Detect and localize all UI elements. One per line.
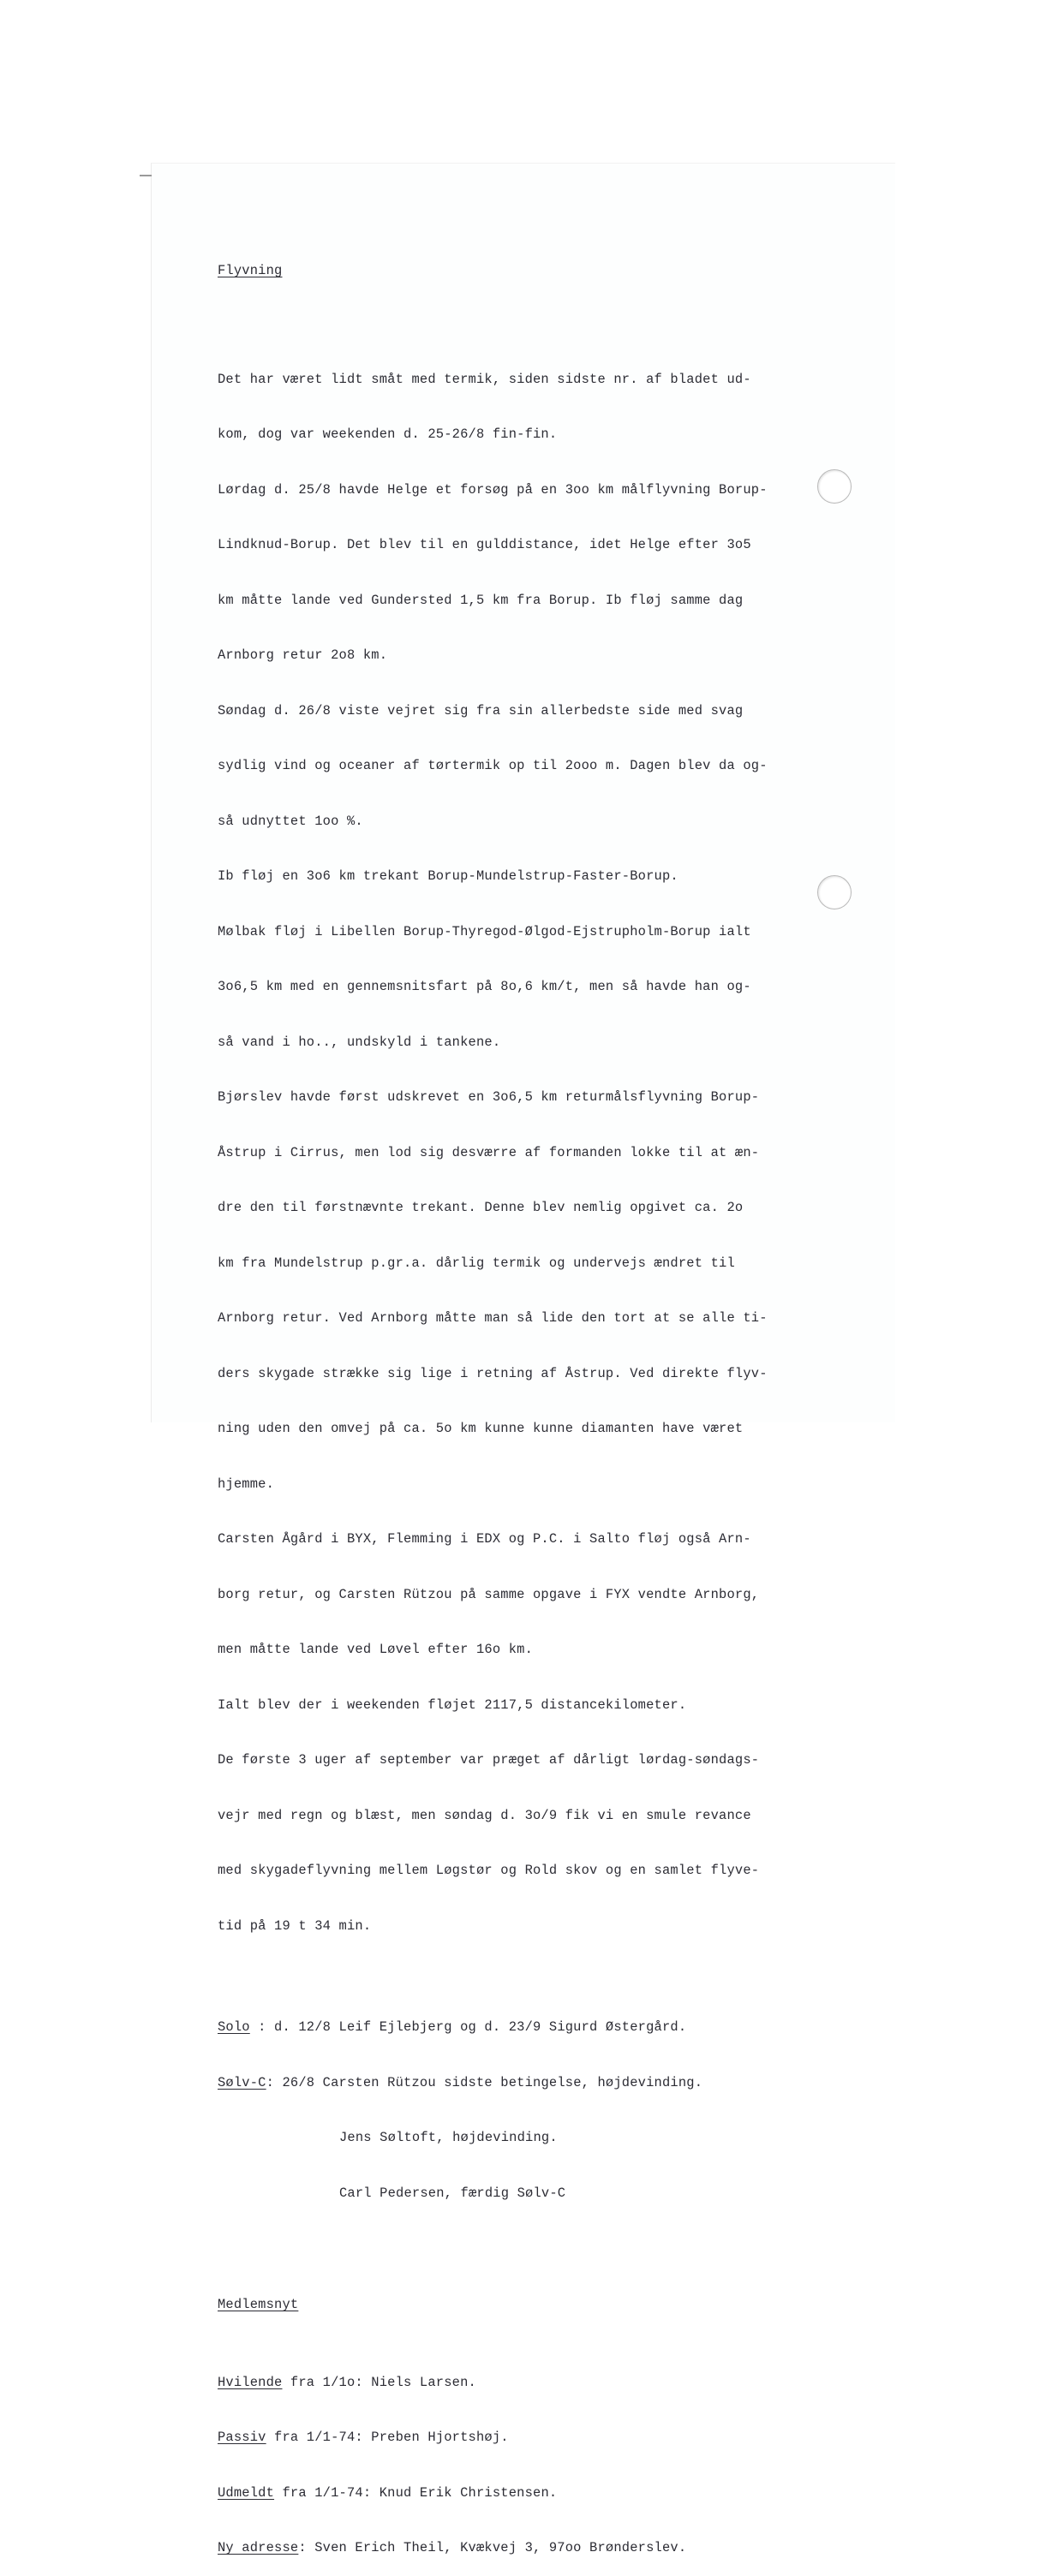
member-line bbox=[218, 2481, 852, 2506]
text-line: borg retur, og Carsten Rützou på samme opgave i FYX vendte Arnborg, bbox=[218, 1586, 760, 1602]
solo-text: : d. 12/8 Leif Ejlebjerg og d. 23/9 Sigurd Østergård. bbox=[249, 2019, 687, 2035]
text-line: hjemme. bbox=[218, 1476, 275, 1492]
member-label: Hvilende bbox=[218, 2374, 283, 2390]
text-line: Ib fløj en 3o6 km trekant Borup-Mundelstrup-Faster-Borup. bbox=[218, 868, 678, 884]
text-line: Åstrup i Cirrus, men lod sig desværre af formanden lokke til at æn- bbox=[218, 1144, 760, 1160]
edge-mark bbox=[140, 175, 152, 176]
typed-text bbox=[218, 228, 852, 2576]
text-line: Lindknud-Borup. Det blev til en gulddistance, idet Helge efter 3o5 bbox=[218, 537, 751, 552]
member-line bbox=[218, 2536, 852, 2561]
text-line: Søndag d. 26/8 viste vejret sig fra sin allerbedste side med svag bbox=[218, 702, 744, 719]
text-line: km fra Mundelstrup p.gr.a. dårlig termik og undervejs ændret til bbox=[218, 1255, 735, 1271]
solv-c-text: : 26/8 Carsten Rützou sidste betingelse, højdevinding. bbox=[266, 2074, 703, 2090]
text-line: Ialt blev der i weekenden fløjet 2117,5 distancekilometer. bbox=[218, 1696, 687, 1713]
member-text: fra 1/1o: Niels Larsen. bbox=[282, 2374, 476, 2390]
solv-c-line bbox=[218, 2071, 852, 2096]
text-line: med skygadeflyvning mellem Løgstør og Rold skov og en samlet flyve- bbox=[218, 1863, 760, 1878]
solo-line bbox=[218, 2015, 852, 2040]
member-label: Udmeldt bbox=[218, 2484, 275, 2501]
heading-medlemsnyt: Medlemsnyt bbox=[218, 2297, 299, 2312]
member-label: Ny adresse bbox=[218, 2540, 299, 2555]
member-label: Passiv bbox=[218, 2430, 266, 2445]
text-line: De første 3 uger af september var præget af dårligt lørdag-søndags- bbox=[218, 1752, 760, 1768]
text-line: Mølbak fløj i Libellen Borup-Thyregod-Ølgod-Ejstrupholm-Borup ialt bbox=[218, 923, 751, 939]
text-line: Arnborg retur. Ved Arnborg måtte man så lide den tort at se alle ti- bbox=[218, 1310, 768, 1326]
text-line: ders skygade strække sig lige i retning af Åstrup. Ved direkte flyv- bbox=[218, 1365, 768, 1381]
solv-c-line-2: Jens Søltoft, højdevinding. bbox=[339, 2130, 558, 2145]
text-line: tid på 19 t 34 min. bbox=[218, 1917, 372, 1934]
member-text: : Sven Erich Theil, Kvækvej 3, 97oo Brønderslev. bbox=[298, 2540, 687, 2555]
text-line: Arnborg retur 2o8 km. bbox=[218, 647, 388, 663]
member-text: fra 1/1-74: Knud Erik Christensen. bbox=[274, 2484, 558, 2501]
member-line bbox=[218, 2370, 852, 2395]
member-text: fra 1/1-74: Preben Hjortshøj. bbox=[266, 2430, 509, 2445]
solv-c-line-3: Carl Pedersen, færdig Sølv-C bbox=[339, 2185, 566, 2201]
flight-report bbox=[218, 337, 852, 1970]
solv-c-label: Sølv-C bbox=[218, 2074, 266, 2090]
text-line: vejr med regn og blæst, men søndag d. 3o/9 fik vi en smule revance bbox=[218, 1807, 751, 1823]
text-line: så vand i ho.., undskyld i tankene. bbox=[218, 1034, 501, 1050]
text-line: km måtte lande ved Gundersted 1,5 km fra Borup. Ib fløj samme dag bbox=[218, 592, 744, 608]
text-line: 3o6,5 km med en gennemsnitsfart på 8o,6 km/t, men så havde han og- bbox=[218, 979, 751, 994]
text-line: Bjørslev havde først udskrevet en 3o6,5 km returmålsflyvning Borup- bbox=[218, 1089, 760, 1105]
solo-label: Solo bbox=[218, 2019, 250, 2035]
text-line: Carsten Ågård i BYX, Flemming i EDX og P.C. i Salto fløj også Arn- bbox=[218, 1531, 751, 1547]
text-line: ning uden den omvej på ca. 5o km kunne kunne diamanten have været bbox=[218, 1421, 744, 1436]
text-line: så udnyttet 1oo %. bbox=[218, 813, 363, 829]
text-line: kom, dog var weekenden d. 25-26/8 fin-fin. bbox=[218, 426, 558, 442]
text-line: Det har været lidt småt med termik, siden sidste nr. af bladet ud- bbox=[218, 371, 751, 387]
text-line: Lørdag d. 25/8 havde Helge et forsøg på en 3oo km målflyvning Borup- bbox=[218, 481, 768, 498]
heading-flyvning: Flyvning bbox=[218, 263, 283, 278]
member-line bbox=[218, 2425, 852, 2450]
text-line: dre den til førstnævnte trekant. Denne blev nemlig opgivet ca. 2o bbox=[218, 1200, 744, 1215]
text-line: men måtte lande ved Løvel efter 16o km. bbox=[218, 1642, 533, 1657]
text-line: sydlig vind og oceaner af tørtermik op til 2ooo m. Dagen blev da og- bbox=[218, 758, 768, 773]
